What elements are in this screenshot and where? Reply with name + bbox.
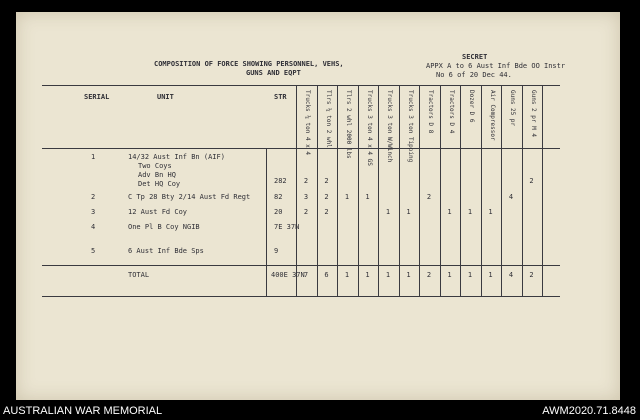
- table-top-rule: [42, 85, 560, 86]
- row-value: 3: [303, 193, 309, 201]
- total-label: TOTAL: [128, 271, 150, 279]
- row-value: 2: [303, 208, 309, 216]
- col-str-header: STR: [274, 93, 287, 101]
- vehicle-col-header: Air Compressor: [488, 90, 496, 141]
- total-value: 1: [344, 271, 350, 279]
- ref-line1: APPX A to 6 Aust Inf Bde OO Instr: [426, 62, 566, 70]
- row-unit: Det HQ Coy: [138, 180, 181, 188]
- row-unit: 12 Aust Fd Coy: [128, 208, 188, 216]
- row-str: 282: [274, 177, 287, 185]
- total-value: 1: [406, 271, 411, 279]
- column-rule: [296, 85, 297, 297]
- row-unit: One Pl B Coy NGIB: [128, 223, 200, 231]
- row-value: 4: [508, 193, 514, 201]
- doc-title-line2: GUNS AND EQPT: [246, 69, 301, 77]
- column-rule: [481, 85, 482, 297]
- column-rule: [542, 85, 543, 297]
- row-value: 2: [324, 177, 329, 185]
- row-serial: 2: [91, 193, 96, 201]
- row-str: 9: [274, 247, 279, 255]
- column-rule: [337, 85, 338, 297]
- row-unit: 14/32 Aust Inf Bn (AIF): [128, 153, 225, 161]
- column-rule: [317, 85, 318, 297]
- secret-stamp: SECRET: [462, 53, 488, 61]
- footer-left: AUSTRALIAN WAR MEMORIAL: [3, 405, 163, 417]
- row-serial: 3: [91, 208, 96, 216]
- vehicle-col-header: Trucks 3 ton 4 x 4 GS: [365, 90, 373, 166]
- row-value: 1: [467, 208, 473, 216]
- total-value: 1: [385, 271, 391, 279]
- row-unit: 6 Aust Inf Bde Sps: [128, 247, 204, 255]
- vehicle-col-header: Dozer D 6: [468, 90, 475, 123]
- row-value: 2: [324, 208, 329, 216]
- row-value: 1: [447, 208, 452, 216]
- col-unit-header: UNIT: [157, 93, 174, 101]
- vehicle-col-header: Tractors D 8: [427, 90, 434, 134]
- vehicle-col-header: Guns 25 pr: [509, 90, 516, 127]
- column-rule: [522, 85, 523, 297]
- row-str: 7E 37N: [274, 223, 300, 231]
- row-value: 1: [488, 208, 493, 216]
- total-value: 4: [508, 271, 514, 279]
- row-unit: Adv Bn HQ: [138, 171, 176, 179]
- vehicle-col-header: Tlrs 2 whl 2000 lbs: [345, 90, 352, 159]
- column-rule: [440, 85, 441, 297]
- archive-footer: [0, 404, 640, 420]
- vehicle-col-header: Trucks 3 ton W/Winch: [386, 90, 393, 163]
- total-value: 2: [529, 271, 534, 279]
- row-serial: 4: [91, 223, 96, 231]
- column-rule: [378, 85, 379, 297]
- row-value: 1: [406, 208, 411, 216]
- row-value: 2: [324, 193, 329, 201]
- table-bottom-rule: [42, 296, 560, 297]
- column-rule: [419, 85, 420, 297]
- row-str: 20: [274, 208, 283, 216]
- document-page: [16, 12, 620, 400]
- total-value: 1: [488, 271, 493, 279]
- row-unit: C Tp 28 Bty 2/14 Aust Fd Regt: [128, 193, 251, 201]
- header-bottom-rule: [42, 148, 560, 149]
- vehicle-col-header: Tractors D 4: [447, 90, 455, 134]
- footer-right: AWM2020.71.8448: [542, 405, 636, 417]
- doc-title-line1: COMPOSITION OF FORCE SHOWING PERSONNEL, VEHS,: [154, 60, 344, 68]
- row-unit: Two Coys: [138, 162, 172, 170]
- vehicle-col-header: Guns 2 pr M 4: [529, 90, 537, 137]
- column-rule: [358, 85, 359, 297]
- row-value: 2: [303, 177, 309, 185]
- total-value: 6: [324, 271, 329, 279]
- row-value: 1: [344, 193, 350, 201]
- row-str: 82: [274, 193, 283, 201]
- row-value: 2: [529, 177, 534, 185]
- column-rule: [460, 85, 461, 297]
- total-value: 1: [447, 271, 452, 279]
- col-serial-header: SERIAL: [84, 93, 110, 101]
- total-str: 400E 37N: [271, 271, 305, 279]
- vehicle-col-header: Tlrs ¼ ton 2 whl: [324, 90, 332, 148]
- total-value: 2: [426, 271, 432, 279]
- total-value: 1: [467, 271, 473, 279]
- row-value: 2: [426, 193, 432, 201]
- row-value: 1: [365, 193, 370, 201]
- total-top-rule: [42, 265, 560, 266]
- str-column-rule: [266, 148, 267, 296]
- column-rule: [399, 85, 400, 297]
- row-serial: 5: [91, 247, 96, 255]
- row-serial: 1: [91, 153, 96, 161]
- total-value: 7: [303, 271, 309, 279]
- row-value: 1: [385, 208, 391, 216]
- vehicle-col-header: Trucks 3 ton Tipping: [406, 90, 414, 163]
- ref-line2: No 6 of 20 Dec 44.: [436, 71, 512, 79]
- total-value: 1: [365, 271, 370, 279]
- column-rule: [501, 85, 502, 297]
- vehicle-col-header: Trucks ¼ ton 4 x 4: [304, 90, 311, 156]
